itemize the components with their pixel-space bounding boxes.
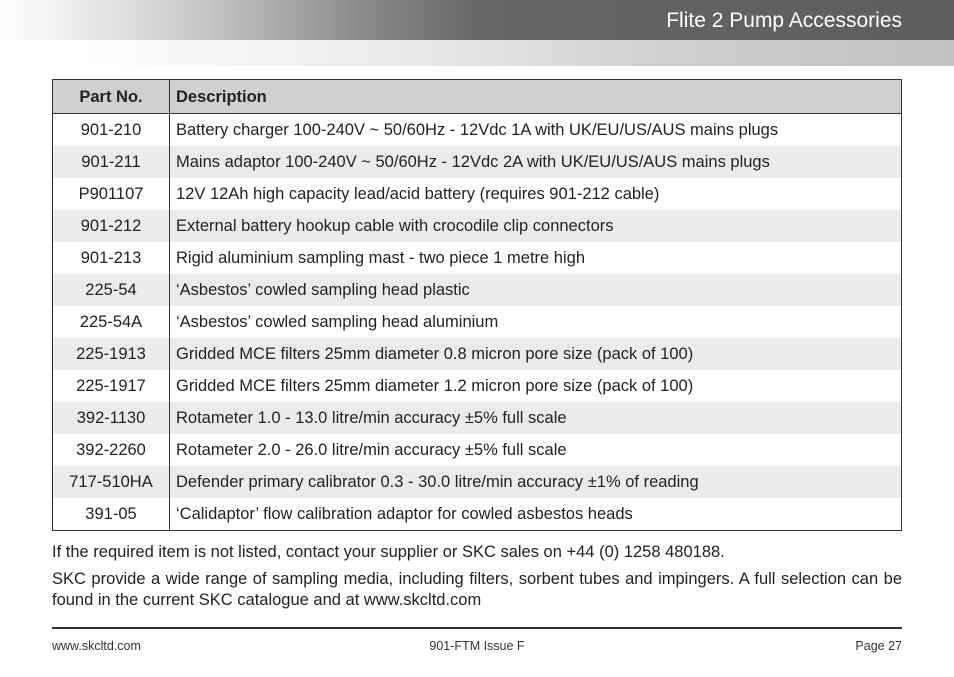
accessories-table [52, 79, 902, 531]
part-number-cell: 225-54A [53, 306, 170, 338]
table-row [53, 146, 902, 178]
part-number-cell: 392-1130 [53, 402, 170, 434]
description-cell: ‘Asbestos’ cowled sampling head aluminium [170, 306, 902, 338]
part-number-cell: 392-2260 [53, 434, 170, 466]
contact-note: If the required item is not listed, contact your supplier or SKC sales on +44 (0) 1258 480188. [52, 543, 725, 561]
description-cell: Defender primary calibrator 0.3 - 30.0 litre/min accuracy ±1% of reading [170, 466, 902, 498]
header-strip [0, 40, 954, 66]
table-row [53, 242, 902, 274]
column-header-part-no: Part No. [53, 80, 170, 114]
description-cell: ‘Asbestos’ cowled sampling head plastic [170, 274, 902, 306]
description-cell: 12V 12Ah high capacity lead/acid battery (requires 901-212 cable) [170, 178, 902, 210]
part-number-cell: 901-212 [53, 210, 170, 242]
table-row [53, 114, 902, 147]
page-title: Flite 2 Pump Accessories [666, 9, 902, 32]
table-row [53, 466, 902, 498]
range-note: SKC provide a wide range of sampling media, including filters, sorbent tubes and impingers. A full selection can be found in the current SKC catalogue and at www.skcltd.com [52, 570, 902, 609]
table-body [53, 114, 902, 531]
table-row [53, 402, 902, 434]
part-number-cell: 391-05 [53, 498, 170, 531]
footer-page-number: Page 27 [855, 639, 902, 653]
part-number-cell: 901-210 [53, 114, 170, 147]
footer-website: www.skcltd.com [52, 639, 141, 653]
table-row [53, 306, 902, 338]
part-number-cell: 901-213 [53, 242, 170, 274]
description-cell: Gridded MCE filters 25mm diameter 0.8 micron pore size (pack of 100) [170, 338, 902, 370]
table-row [53, 434, 902, 466]
description-cell: Rotameter 1.0 - 13.0 litre/min accuracy ±5% full scale [170, 402, 902, 434]
table-row [53, 338, 902, 370]
footer-divider [52, 627, 902, 629]
footer-document-id: 901-FTM Issue F [429, 639, 525, 653]
description-cell: External battery hookup cable with crocodile clip connectors [170, 210, 902, 242]
part-number-cell: 717-510HA [53, 466, 170, 498]
part-number-cell: P901107 [53, 178, 170, 210]
column-header-description: Description [170, 80, 902, 114]
description-cell: Battery charger 100-240V ~ 50/60Hz - 12Vdc 1A with UK/EU/US/AUS mains plugs [170, 114, 902, 147]
table-header-row [53, 80, 902, 114]
part-number-cell: 901-211 [53, 146, 170, 178]
table-row [53, 178, 902, 210]
description-cell: Mains adaptor 100-240V ~ 50/60Hz - 12Vdc 2A with UK/EU/US/AUS mains plugs [170, 146, 902, 178]
part-number-cell: 225-1913 [53, 338, 170, 370]
table-row [53, 210, 902, 242]
table-row [53, 498, 902, 531]
part-number-cell: 225-1917 [53, 370, 170, 402]
part-number-cell: 225-54 [53, 274, 170, 306]
table-row [53, 370, 902, 402]
description-cell: Rigid aluminium sampling mast - two piece 1 metre high [170, 242, 902, 274]
description-cell: ‘Calidaptor’ flow calibration adaptor for cowled asbestos heads [170, 498, 902, 531]
table-row [53, 274, 902, 306]
description-cell: Gridded MCE filters 25mm diameter 1.2 micron pore size (pack of 100) [170, 370, 902, 402]
description-cell: Rotameter 2.0 - 26.0 litre/min accuracy ±5% full scale [170, 434, 902, 466]
